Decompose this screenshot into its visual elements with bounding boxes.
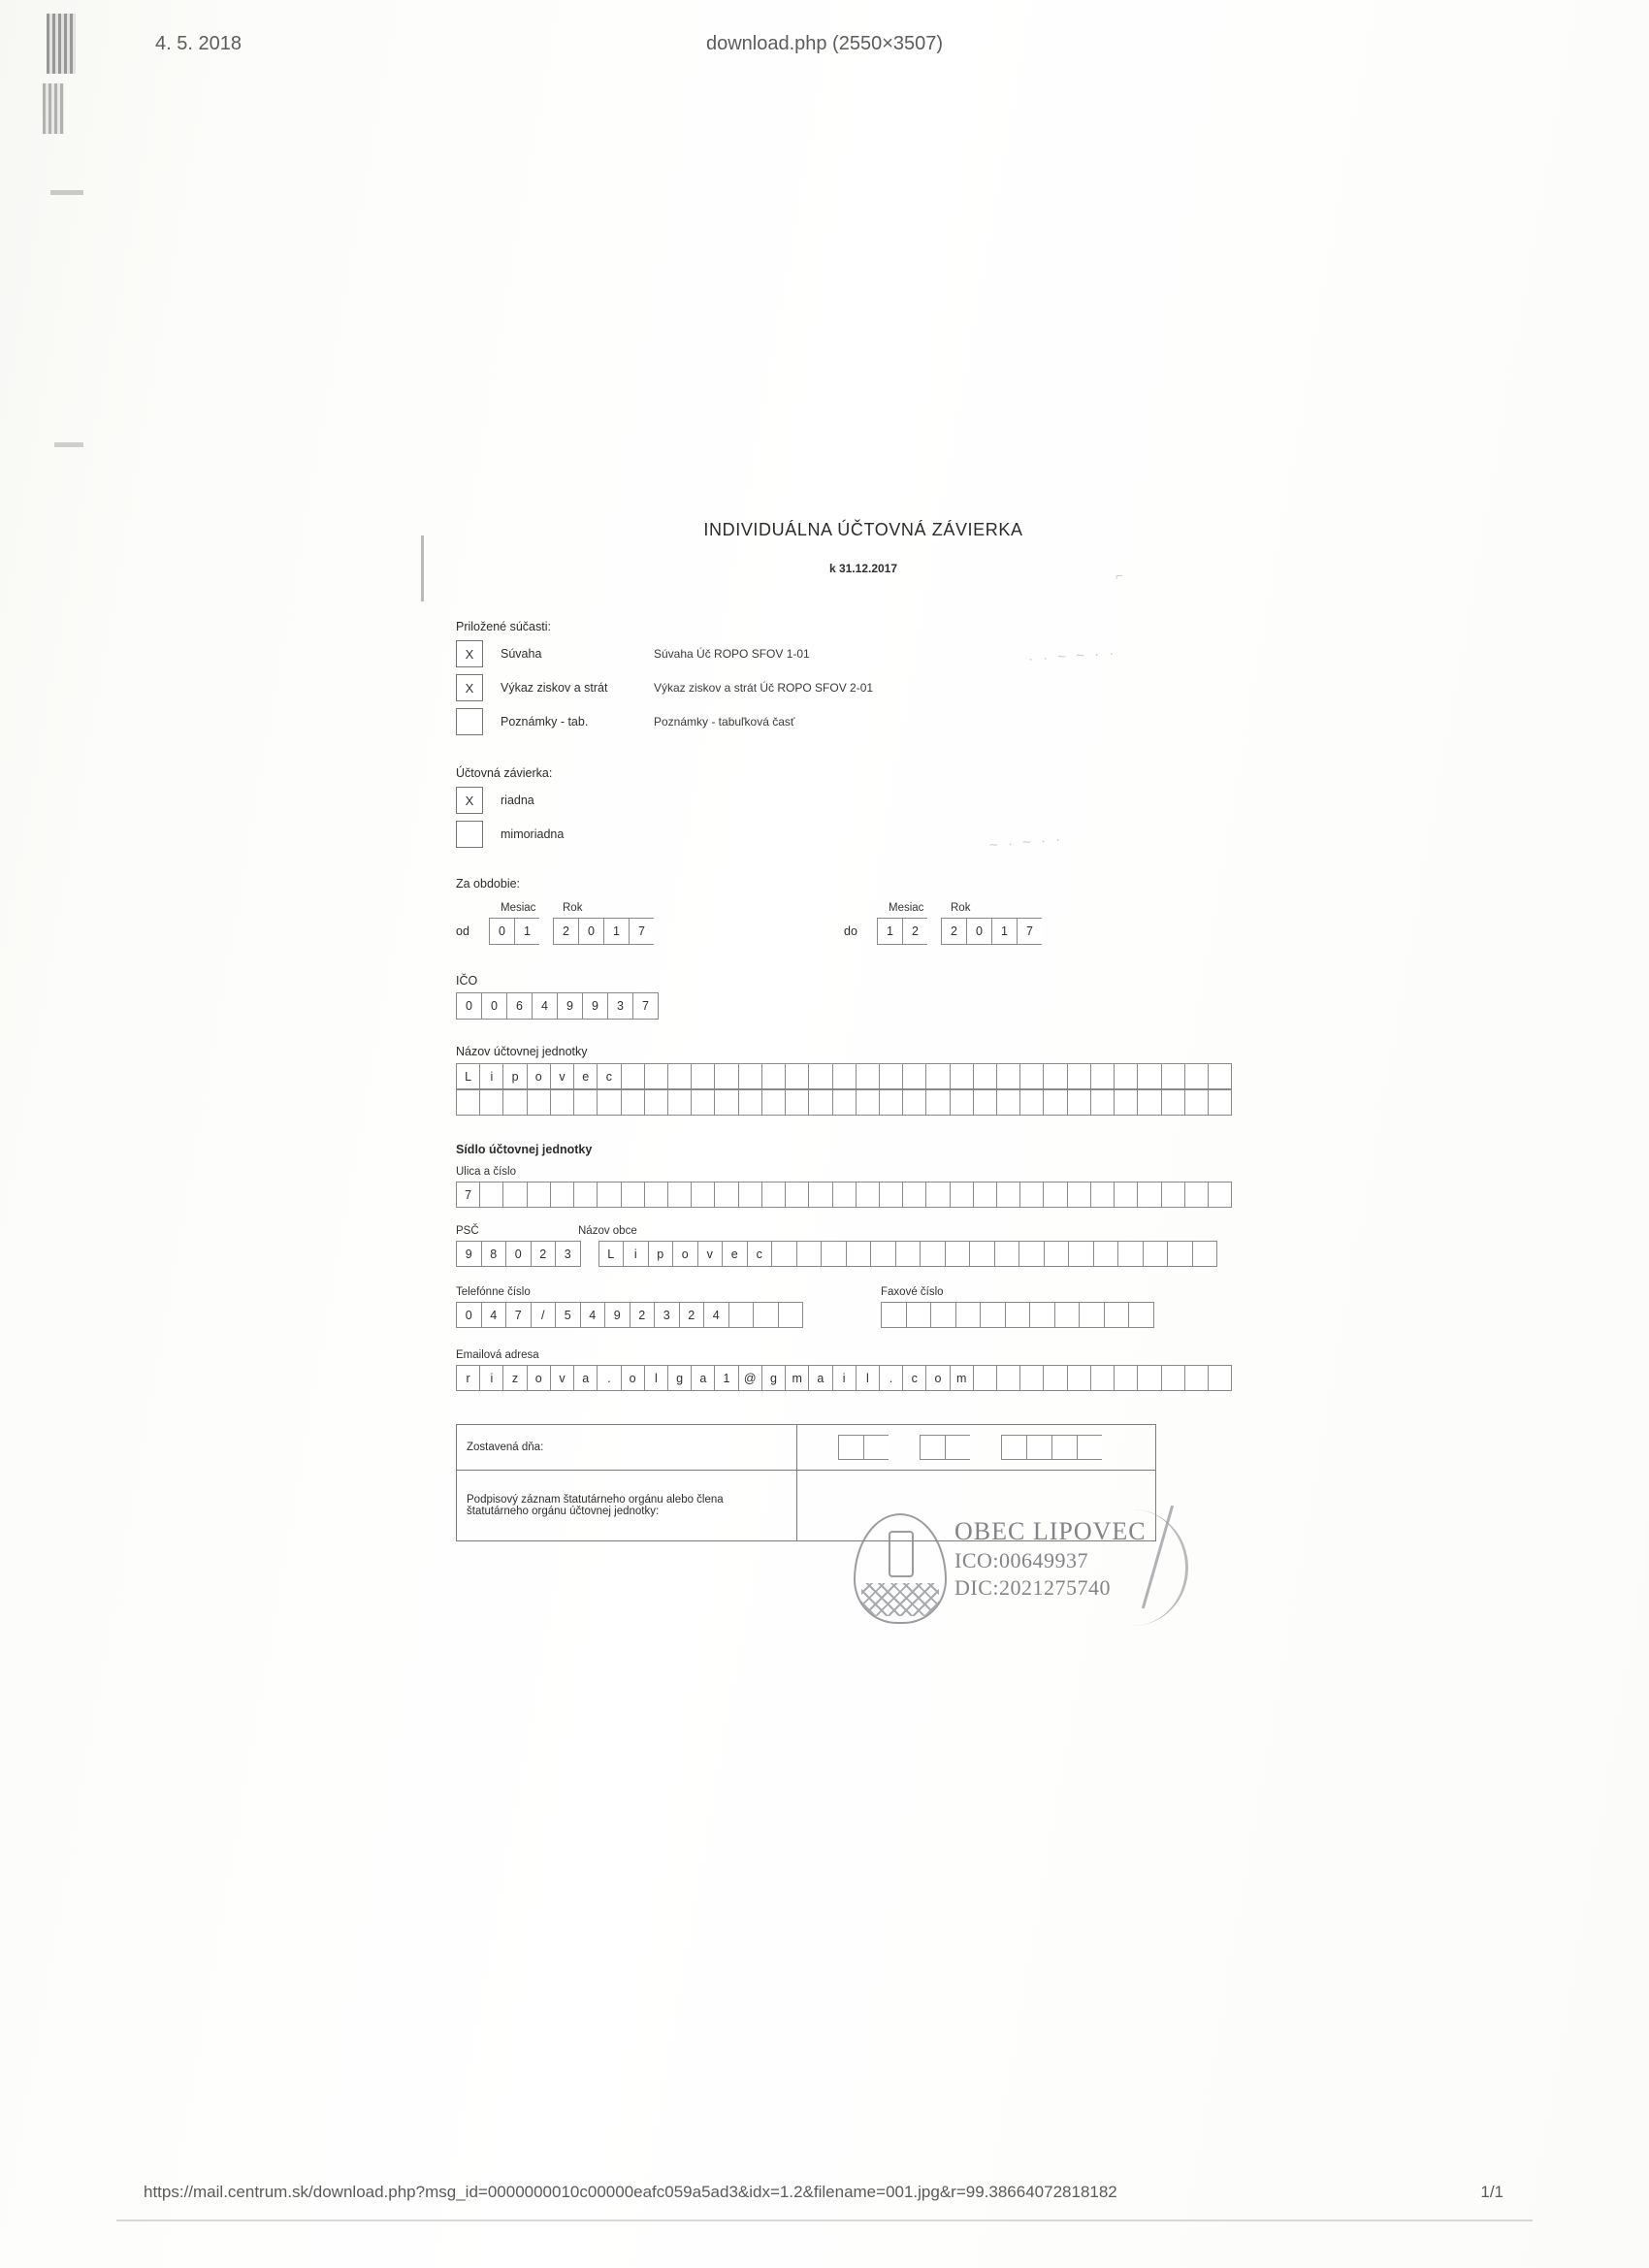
- city-cells[interactable]: [598, 1241, 1218, 1267]
- cell[interactable]: [1043, 1182, 1066, 1208]
- cell[interactable]: [856, 1089, 879, 1116]
- cell[interactable]: 7: [629, 918, 654, 945]
- cell[interactable]: [973, 1182, 996, 1208]
- cell[interactable]: [502, 1089, 526, 1116]
- cell[interactable]: [1068, 1241, 1093, 1267]
- attachment-row: [456, 708, 1232, 735]
- cell[interactable]: [870, 1241, 895, 1267]
- cell[interactable]: [930, 1302, 955, 1328]
- cell[interactable]: [879, 1089, 902, 1116]
- cell[interactable]: [881, 1302, 906, 1328]
- cell[interactable]: 9: [557, 992, 582, 1020]
- page-number: 1/1: [1480, 2183, 1504, 2201]
- cell[interactable]: 0: [966, 918, 991, 945]
- cell[interactable]: e: [573, 1063, 597, 1089]
- year-cells[interactable]: [1001, 1435, 1102, 1460]
- cell[interactable]: [863, 1435, 889, 1460]
- cell[interactable]: [902, 1063, 925, 1089]
- cell[interactable]: 2: [941, 918, 966, 945]
- day-cells[interactable]: [838, 1435, 889, 1460]
- compiled-date-label: Zostavená dňa:: [457, 1425, 797, 1470]
- cell[interactable]: [714, 1063, 737, 1089]
- cell[interactable]: [879, 1063, 902, 1089]
- cell[interactable]: [879, 1182, 902, 1208]
- attachment-name: Výkaz ziskov a strát: [501, 681, 608, 695]
- cell[interactable]: [1019, 1182, 1043, 1208]
- cell[interactable]: [691, 1089, 714, 1116]
- cell[interactable]: [691, 1182, 714, 1208]
- cell[interactable]: [950, 1182, 973, 1208]
- cell[interactable]: 4: [703, 1302, 728, 1328]
- cell[interactable]: [1184, 1182, 1208, 1208]
- cell[interactable]: [714, 1182, 737, 1208]
- print-title: download.php (2550×3507): [705, 33, 944, 54]
- cell[interactable]: [1184, 1089, 1208, 1116]
- cell[interactable]: [1137, 1063, 1160, 1089]
- cell[interactable]: [920, 1435, 945, 1460]
- street-label: Ulica a číslo: [456, 1166, 516, 1178]
- cell[interactable]: [1208, 1063, 1232, 1089]
- cell[interactable]: 2: [902, 918, 927, 945]
- form-subtitle: k 31.12.2017: [828, 562, 898, 575]
- cell[interactable]: e: [722, 1241, 747, 1267]
- cell[interactable]: 0: [489, 918, 514, 945]
- cell[interactable]: [856, 1182, 879, 1208]
- cell[interactable]: 7: [1017, 918, 1042, 945]
- cell[interactable]: [1026, 1435, 1051, 1460]
- cell[interactable]: [1167, 1241, 1192, 1267]
- statement-row: [456, 821, 1232, 848]
- checkbox-poznamky[interactable]: [456, 708, 483, 735]
- official-stamp: [854, 1513, 1183, 1630]
- phone-cells[interactable]: [456, 1302, 803, 1328]
- attachment-name: Poznámky - tab.: [501, 715, 589, 729]
- fax-label: Faxové číslo: [881, 1286, 944, 1298]
- cell[interactable]: 1: [603, 918, 629, 945]
- stamp-line-2: ICO:00649937: [954, 1548, 1088, 1572]
- cell[interactable]: [808, 1063, 831, 1089]
- cell[interactable]: 1: [514, 918, 539, 945]
- cell[interactable]: [856, 1063, 879, 1089]
- unit-name-label: Názov účtovnej jednotky: [456, 1045, 588, 1058]
- cell[interactable]: [573, 1182, 597, 1208]
- cell[interactable]: i: [479, 1365, 502, 1391]
- cell[interactable]: a: [573, 1365, 597, 1391]
- cell[interactable]: [902, 1182, 925, 1208]
- cell[interactable]: g: [667, 1365, 691, 1391]
- cell[interactable]: [925, 1063, 949, 1089]
- cell[interactable]: [1192, 1241, 1218, 1267]
- cell[interactable]: [1137, 1089, 1160, 1116]
- cell[interactable]: [1208, 1089, 1232, 1116]
- psc-cells[interactable]: [456, 1241, 581, 1267]
- cell[interactable]: i: [832, 1365, 856, 1391]
- cell[interactable]: .: [597, 1365, 620, 1391]
- cell[interactable]: [973, 1063, 996, 1089]
- cell[interactable]: [527, 1089, 550, 1116]
- street-cells[interactable]: [456, 1182, 1232, 1208]
- cell[interactable]: [1067, 1365, 1090, 1391]
- cell[interactable]: L: [456, 1063, 479, 1089]
- cell[interactable]: [1044, 1241, 1069, 1267]
- cell[interactable]: v: [550, 1063, 573, 1089]
- statement-name: mimoriadna: [501, 827, 565, 841]
- ink-smudge: ~ · ~ · ·: [988, 830, 1064, 855]
- cell[interactable]: [1019, 1089, 1043, 1116]
- cell[interactable]: z: [502, 1365, 526, 1391]
- cell[interactable]: [996, 1182, 1019, 1208]
- scan-artifact: [54, 442, 83, 447]
- cell[interactable]: [1114, 1063, 1137, 1089]
- cell[interactable]: [1029, 1302, 1054, 1328]
- cell[interactable]: [1051, 1435, 1077, 1460]
- cell[interactable]: [502, 1182, 526, 1208]
- cell[interactable]: [761, 1063, 785, 1089]
- cell[interactable]: [808, 1089, 831, 1116]
- cell[interactable]: [621, 1182, 644, 1208]
- cell[interactable]: [738, 1089, 761, 1116]
- cell[interactable]: [644, 1089, 667, 1116]
- cell[interactable]: [945, 1435, 970, 1460]
- cell[interactable]: [644, 1182, 667, 1208]
- cell[interactable]: o: [925, 1365, 949, 1391]
- cell[interactable]: [1090, 1063, 1114, 1089]
- psc-label: PSČ: [456, 1225, 479, 1237]
- cell[interactable]: m: [950, 1365, 973, 1391]
- cell[interactable]: [920, 1241, 945, 1267]
- source-url: https://mail.centrum.sk/download.php?msg_id=0000000010c00000eafc059a5ad3&idx=1.2&filename=001.jpg&r=99.38664072818182: [144, 2183, 1117, 2201]
- cell[interactable]: a: [691, 1365, 714, 1391]
- cell[interactable]: 4: [481, 1302, 506, 1328]
- cell[interactable]: 0: [456, 992, 481, 1020]
- cell[interactable]: [479, 1182, 502, 1208]
- from-month-cells[interactable]: [489, 918, 539, 945]
- cell[interactable]: [1184, 1365, 1208, 1391]
- cell[interactable]: [1079, 1302, 1104, 1328]
- checkbox-mimoriadna[interactable]: [456, 821, 483, 848]
- fax-cells[interactable]: [881, 1302, 1154, 1328]
- cell[interactable]: l: [644, 1365, 667, 1391]
- cell[interactable]: [925, 1182, 949, 1208]
- cell[interactable]: [1114, 1365, 1137, 1391]
- cell[interactable]: 3: [555, 1241, 581, 1267]
- cell[interactable]: [1161, 1063, 1184, 1089]
- cell[interactable]: 9: [456, 1241, 481, 1267]
- cell[interactable]: @: [738, 1365, 761, 1391]
- cell[interactable]: 3: [607, 992, 632, 1020]
- cell[interactable]: m: [785, 1365, 808, 1391]
- cell[interactable]: [1184, 1063, 1208, 1089]
- cell[interactable]: c: [747, 1241, 772, 1267]
- ink-smudge: ⌐: [1116, 568, 1126, 583]
- cell[interactable]: [728, 1302, 754, 1328]
- form-title: INDIVIDUÁLNA ÚČTOVNÁ ZÁVIERKA: [703, 520, 1023, 539]
- cell[interactable]: [1128, 1302, 1154, 1328]
- month-header: Mesiac: [889, 902, 924, 914]
- cell[interactable]: [994, 1241, 1019, 1267]
- cell[interactable]: 0: [578, 918, 603, 945]
- cell[interactable]: [1018, 1241, 1044, 1267]
- cell[interactable]: /: [531, 1302, 556, 1328]
- cell[interactable]: 8: [481, 1241, 506, 1267]
- cell[interactable]: 7: [632, 992, 659, 1020]
- cell[interactable]: 4: [532, 992, 557, 1020]
- cell[interactable]: [597, 1089, 620, 1116]
- cell[interactable]: v: [550, 1365, 573, 1391]
- cell[interactable]: 7: [456, 1182, 479, 1208]
- cell[interactable]: [969, 1241, 994, 1267]
- cell[interactable]: [1090, 1182, 1114, 1208]
- cell[interactable]: [753, 1302, 778, 1328]
- cell[interactable]: 4: [580, 1302, 605, 1328]
- print-date: 4. 5. 2018: [155, 33, 242, 54]
- scan-artifact: [50, 190, 83, 195]
- cell[interactable]: [832, 1089, 856, 1116]
- cell[interactable]: [691, 1063, 714, 1089]
- attachment-row: [456, 674, 1232, 701]
- attachments-label: Priložené súčasti:: [456, 620, 551, 633]
- unit-name-row-1[interactable]: [456, 1063, 1232, 1089]
- cell[interactable]: 1: [877, 918, 902, 945]
- cell[interactable]: 2: [630, 1302, 655, 1328]
- from-year-cells[interactable]: [553, 918, 654, 945]
- city-label: Názov obce: [578, 1225, 637, 1237]
- checkbox-vykaz[interactable]: X: [456, 674, 483, 701]
- cell[interactable]: [1077, 1435, 1102, 1460]
- cell[interactable]: [1104, 1302, 1129, 1328]
- cell[interactable]: [667, 1063, 691, 1089]
- scan-artifact: [421, 535, 424, 601]
- cell[interactable]: [1137, 1182, 1160, 1208]
- cell[interactable]: 2: [679, 1302, 704, 1328]
- cell[interactable]: 3: [654, 1302, 679, 1328]
- cell[interactable]: p: [502, 1063, 526, 1089]
- cell[interactable]: 9: [604, 1302, 630, 1328]
- cell[interactable]: i: [479, 1063, 502, 1089]
- period-label: Za obdobie:: [456, 877, 521, 891]
- cell[interactable]: [1208, 1182, 1232, 1208]
- cell[interactable]: [479, 1089, 502, 1116]
- cell[interactable]: o: [621, 1365, 644, 1391]
- cell[interactable]: [771, 1241, 796, 1267]
- compiled-date-row: [457, 1425, 1155, 1471]
- month-cells[interactable]: [920, 1435, 970, 1460]
- cell[interactable]: [1067, 1063, 1090, 1089]
- scan-artifact: [43, 83, 64, 134]
- cell[interactable]: c: [902, 1365, 925, 1391]
- cell[interactable]: [573, 1089, 597, 1116]
- year-header: Rok: [563, 902, 583, 914]
- email-label: Emailová adresa: [456, 1349, 539, 1361]
- cell[interactable]: [996, 1089, 1019, 1116]
- cell[interactable]: [1090, 1365, 1114, 1391]
- cell[interactable]: 7: [505, 1302, 531, 1328]
- cell[interactable]: [456, 1089, 479, 1116]
- cell[interactable]: [597, 1182, 620, 1208]
- cell[interactable]: [785, 1089, 808, 1116]
- to-month-cells[interactable]: [877, 918, 927, 945]
- cell[interactable]: [996, 1365, 1019, 1391]
- cell[interactable]: [846, 1241, 871, 1267]
- attachment-name: Súvaha: [501, 647, 542, 661]
- cell[interactable]: [996, 1063, 1019, 1089]
- compiled-date-value[interactable]: [797, 1425, 1155, 1470]
- stamp-line-1: OBEC LIPOVEC: [954, 1517, 1147, 1545]
- cell[interactable]: [1208, 1365, 1232, 1391]
- cell[interactable]: [550, 1089, 573, 1116]
- cell[interactable]: [1137, 1365, 1160, 1391]
- cell[interactable]: [1019, 1063, 1043, 1089]
- cell[interactable]: [1043, 1063, 1066, 1089]
- cell[interactable]: [980, 1302, 1005, 1328]
- year-header: Rok: [951, 902, 971, 914]
- cell[interactable]: [738, 1182, 761, 1208]
- cell[interactable]: [761, 1089, 785, 1116]
- ink-smudge: · · ~ ~ · ·: [1027, 644, 1117, 668]
- cell[interactable]: [1043, 1089, 1066, 1116]
- cell[interactable]: r: [456, 1365, 479, 1391]
- cell[interactable]: [644, 1063, 667, 1089]
- to-label: do: [844, 924, 857, 938]
- cell[interactable]: [1054, 1302, 1080, 1328]
- cell[interactable]: v: [697, 1241, 723, 1267]
- cell[interactable]: c: [597, 1063, 620, 1089]
- cell[interactable]: g: [761, 1365, 785, 1391]
- cell[interactable]: 0: [456, 1302, 481, 1328]
- cell[interactable]: [925, 1089, 949, 1116]
- cell[interactable]: [955, 1302, 981, 1328]
- cell[interactable]: [906, 1302, 931, 1328]
- cell[interactable]: [667, 1182, 691, 1208]
- cell[interactable]: i: [623, 1241, 648, 1267]
- ico-cells[interactable]: [456, 992, 1232, 1020]
- cell[interactable]: o: [527, 1063, 550, 1089]
- cell[interactable]: [550, 1182, 573, 1208]
- cell[interactable]: [973, 1365, 996, 1391]
- cell[interactable]: [950, 1063, 973, 1089]
- cell[interactable]: [527, 1182, 550, 1208]
- cell[interactable]: o: [672, 1241, 697, 1267]
- accounting-form: [456, 520, 1232, 1541]
- email-cells[interactable]: [456, 1365, 1232, 1391]
- cell[interactable]: [738, 1063, 761, 1089]
- cell[interactable]: 1: [991, 918, 1017, 945]
- cell[interactable]: o: [527, 1365, 550, 1391]
- cell[interactable]: [1093, 1241, 1118, 1267]
- cell[interactable]: 0: [505, 1241, 531, 1267]
- cell[interactable]: [1067, 1182, 1090, 1208]
- statement-label: Účtovná závierka:: [456, 766, 553, 780]
- cell[interactable]: [973, 1089, 996, 1116]
- cell[interactable]: [838, 1435, 863, 1460]
- cell[interactable]: [761, 1182, 785, 1208]
- cell[interactable]: 2: [553, 918, 578, 945]
- unit-name-row-2[interactable]: [456, 1089, 1232, 1116]
- to-year-cells[interactable]: [941, 918, 1042, 945]
- cell[interactable]: [945, 1241, 970, 1267]
- cell[interactable]: [1001, 1435, 1026, 1460]
- cell[interactable]: [785, 1182, 808, 1208]
- ico-label: IČO: [456, 974, 478, 988]
- cell[interactable]: [1161, 1365, 1184, 1391]
- cell[interactable]: a: [808, 1365, 831, 1391]
- cell[interactable]: [785, 1063, 808, 1089]
- from-label: od: [456, 924, 469, 938]
- stamp-line-3: DIC:2021275740: [954, 1575, 1111, 1600]
- cell[interactable]: [821, 1241, 846, 1267]
- cell[interactable]: [1143, 1241, 1168, 1267]
- statement-name: riadna: [501, 794, 534, 807]
- cell[interactable]: [621, 1089, 644, 1116]
- attachment-desc: Poznámky - tabuľková časť: [654, 715, 795, 729]
- cell[interactable]: 5: [555, 1302, 580, 1328]
- cell[interactable]: [832, 1182, 856, 1208]
- cell[interactable]: 9: [582, 992, 607, 1020]
- signature-label: Podpisový záznam štatutárneho orgánu alebo člena štatutárneho orgánu účtovnej jednotky:: [457, 1471, 797, 1540]
- cell[interactable]: [1090, 1089, 1114, 1116]
- cell[interactable]: l: [856, 1365, 879, 1391]
- cell[interactable]: [808, 1182, 831, 1208]
- seat-label: Sídlo účtovnej jednotky: [456, 1143, 593, 1156]
- cell[interactable]: [1019, 1365, 1043, 1391]
- cell[interactable]: [714, 1089, 737, 1116]
- cell[interactable]: [1161, 1089, 1184, 1116]
- cell[interactable]: [832, 1063, 856, 1089]
- cell[interactable]: [1043, 1365, 1066, 1391]
- signature-stroke: [1079, 1509, 1188, 1626]
- coat-of-arms-icon: [854, 1513, 947, 1624]
- cell[interactable]: [950, 1089, 973, 1116]
- footer-divider: [116, 2219, 1533, 2221]
- statement-row: [456, 787, 1232, 814]
- cell[interactable]: [1114, 1182, 1137, 1208]
- month-header: Mesiac: [501, 902, 536, 914]
- cell[interactable]: [895, 1241, 921, 1267]
- cell[interactable]: [1114, 1089, 1137, 1116]
- cell[interactable]: [1161, 1182, 1184, 1208]
- phone-label: Telefónne číslo: [456, 1286, 531, 1298]
- cell[interactable]: p: [648, 1241, 673, 1267]
- cell[interactable]: [778, 1302, 804, 1328]
- cell[interactable]: [1005, 1302, 1030, 1328]
- cell[interactable]: 1: [714, 1365, 737, 1391]
- attachment-desc: Výkaz ziskov a strát Úč ROPO SFOV 2-01: [654, 681, 874, 695]
- cell[interactable]: .: [879, 1365, 902, 1391]
- cell[interactable]: [1067, 1089, 1090, 1116]
- cell[interactable]: [621, 1063, 644, 1089]
- cell[interactable]: 0: [481, 992, 506, 1020]
- attachment-desc: Súvaha Úč ROPO SFOV 1-01: [654, 647, 810, 661]
- cell[interactable]: 6: [506, 992, 532, 1020]
- checkbox-suvaha[interactable]: X: [456, 640, 483, 667]
- cell[interactable]: [902, 1089, 925, 1116]
- cell[interactable]: [1117, 1241, 1143, 1267]
- cell[interactable]: L: [598, 1241, 624, 1267]
- cell[interactable]: [667, 1089, 691, 1116]
- checkbox-riadna[interactable]: X: [456, 787, 483, 814]
- cell[interactable]: [796, 1241, 822, 1267]
- cell[interactable]: 2: [531, 1241, 556, 1267]
